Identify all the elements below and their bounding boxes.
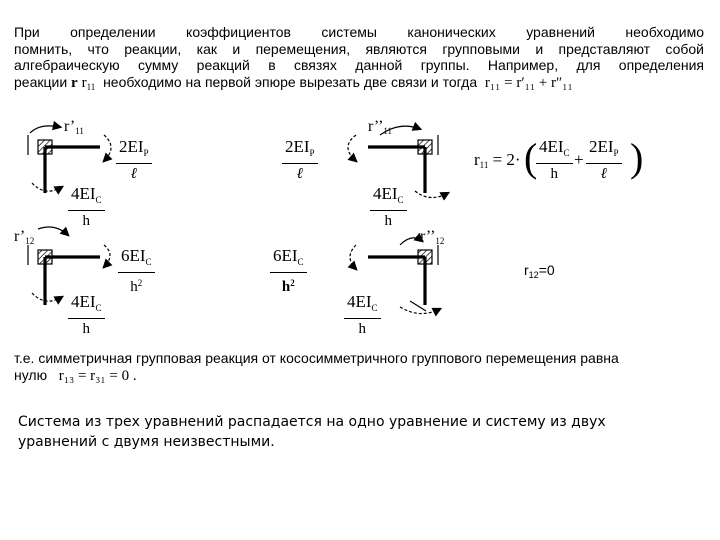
fraction-2eip-over-l-formula: $2EI_P$ ℓ bbox=[586, 137, 622, 184]
conclusion-line-2: нулю r₁₃ = r₃₁ = 0 . bbox=[14, 367, 137, 384]
intro-line-2: помнить, что реакции, как и перемещения, являются групповыми и представляют собой bbox=[14, 40, 704, 57]
fraction-2eip-over-l-2: $2EI_P$ ℓ bbox=[282, 137, 318, 184]
fraction-6eic-over-h2-2: $6EI_C$ $h^2$ bbox=[270, 246, 307, 297]
intro-line-1: При определении коэффициентов системы канонических уравнений необходимо bbox=[14, 24, 704, 40]
label-r11-double-prime: $r’’_{11}$ bbox=[368, 118, 393, 136]
fraction-4eic-over-h-2: $4EI_C$ h bbox=[370, 184, 407, 231]
formula-r11-lhs: $r_{11} = 2\cdot$ bbox=[474, 150, 521, 170]
fraction-4eic-over-h-formula: $4EI_C$ h bbox=[536, 137, 573, 184]
r13-formula: r₁₃ = r₃₁ = 0 . bbox=[58, 368, 137, 384]
fraction-2eip-over-l-1: $2EI_P$ ℓ bbox=[116, 137, 152, 184]
conclusion-line-1: т.е. симметричная групповая реакция от кососимметричного группового перемещения равна bbox=[14, 350, 619, 366]
fraction-6eic-over-h2-1: $6EI_C$ $h^2$ bbox=[118, 246, 155, 297]
paren-right: ) bbox=[630, 135, 644, 180]
conclusion-paragraph bbox=[14, 350, 704, 385]
fraction-4eic-over-h-4: $4EI_C$ h bbox=[344, 292, 381, 339]
paren-left: ( bbox=[524, 135, 538, 180]
outro-text: Система из трех уравнений распадается на одно уравнение и систему из двух уравнений с двумя неизвестными. bbox=[18, 414, 606, 450]
intro-line-4: реакции r $r_{11}$ необходимо на первой эпюре вырезать две связи и тогда r₁₁ = r′₁₁ + r″₁₁ bbox=[14, 73, 573, 92]
intro-paragraph bbox=[14, 24, 704, 95]
r11-sum-formula: r₁₁ = r′₁₁ + r″₁₁ bbox=[484, 74, 573, 91]
fraction-4eic-over-h-3: $4EI_C$ h bbox=[68, 292, 105, 339]
label-r12-prime: $r’_{12}$ bbox=[14, 228, 35, 246]
r11-symbol: $r_{11}$ bbox=[81, 74, 96, 92]
plus-sign: + bbox=[574, 150, 584, 169]
fraction-4eic-over-h-1: $4EI_C$ h bbox=[68, 184, 105, 231]
intro-line-3: алгебраическую сумму реакций в связях данной группы. Например, для определения bbox=[14, 57, 704, 73]
formula-r12: $r_{12}=0$ bbox=[524, 262, 555, 280]
label-r11-prime: $r’_{11}$ bbox=[64, 118, 84, 136]
label-r12-double-prime: $r’’_{12}$ bbox=[420, 228, 445, 246]
